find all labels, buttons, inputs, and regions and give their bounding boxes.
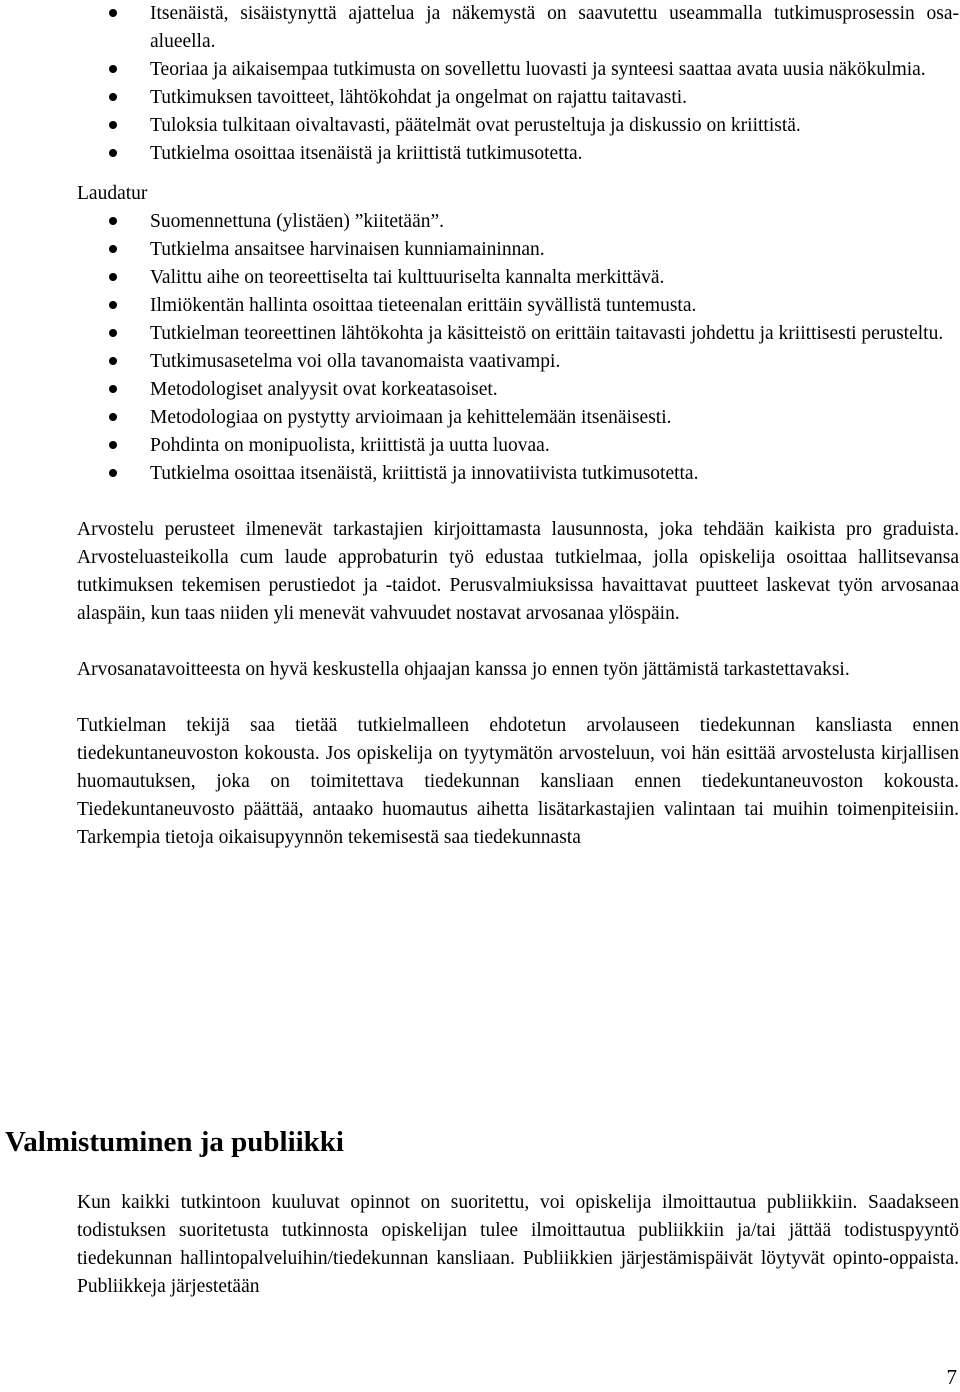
bullet-icon [109, 413, 117, 421]
list-item [77, 320, 959, 348]
list-item [77, 140, 959, 168]
list-item [77, 208, 959, 236]
bullet-icon [109, 245, 117, 253]
list-item [77, 84, 959, 112]
list-item [77, 432, 959, 460]
bullet-icon [109, 469, 117, 477]
laudatur-criteria-list [77, 208, 959, 488]
list-item [77, 376, 959, 404]
bullet-icon [109, 93, 117, 101]
bullet-icon [109, 149, 117, 157]
list-item-text: Tutkielma osoittaa itsenäistä ja kriittistä tutkimusotetta. [150, 143, 583, 164]
list-item-text: Tuloksia tulkitaan oivaltavasti, päätelmät ovat perusteltuja ja diskussio on kriittistä. [150, 115, 801, 136]
section-body [77, 1189, 959, 1301]
list-item [77, 460, 959, 488]
list-item [77, 292, 959, 320]
previous-criteria-list [77, 0, 959, 168]
list-item [77, 56, 959, 84]
bullet-icon [109, 217, 117, 225]
list-item [77, 404, 959, 432]
list-item-text: Metodologiaa on pystytty arvioimaan ja kehittelemään itsenäisesti. [150, 407, 672, 428]
graduation-paragraph: Kun kaikki tutkintoon kuuluvat opinnot on suoritettu, voi opiskelija ilmoittautua publiikkiin. Saadakseen todistuksen suoritetusta tutkinnosta opiskelijan tulee ilmoittautua publiikkiin ja/tai jättää todistuspyyntö tiedekunnan hallintopalveluihin/tiedekunnan kansliaan. Publiikkien järjestämispäivät löytyvät opinto-oppaista. Publiikkeja järjestetään [77, 1192, 959, 1297]
list-item-text: Pohdinta on monipuolista, kriittistä ja uutta luovaa. [150, 435, 550, 456]
list-item [77, 112, 959, 140]
list-item [77, 348, 959, 376]
bullet-icon [109, 9, 117, 17]
list-item [77, 236, 959, 264]
list-item-text: Tutkimusasetelma voi olla tavanomaista vaativampi. [150, 351, 561, 372]
grade-goal-paragraph: Arvosanatavoitteesta on hyvä keskustella ohjaajan kanssa jo ennen työn jättämistä tarkastettavaksi. [77, 659, 850, 680]
bullet-icon [109, 301, 117, 309]
grading-paragraph: Arvostelu perusteet ilmenevät tarkastajien kirjoittamasta lausunnosta, joka tehdään kaikista pro graduista. Arvosteluasteikolla cum laude approbaturin työ edustaa tutkielmaa, jolla opiskelija osoittaa hallitsevansa tutkimuksen tekemisen perustiedot ja -taidot. Perusvalmiuksissa havaittavat puutteet laskevat työn arvosanaa alaspäin, kun taas niiden yli menevät vahvuudet nostavat arvosanaa ylöspäin. [77, 519, 959, 624]
bullet-icon [109, 357, 117, 365]
list-item-text: Itsenäistä, sisäistynyttä ajattelua ja näkemystä on saavutettu useammalla tutkimusprosessin osa-alueella. [150, 3, 959, 52]
list-item-text: Valittu aihe on teoreettiselta tai kulttuuriselta kannalta merkittävä. [150, 267, 665, 288]
list-item-text: Tutkielma ansaitsee harvinaisen kunniamaininnan. [150, 239, 545, 260]
page-number: 7 [946, 1365, 957, 1389]
bullet-icon [109, 273, 117, 281]
bullet-icon [109, 121, 117, 129]
list-item-text: Ilmiökentän hallinta osoittaa tieteenalan erittäin syvällistä tuntemusta. [150, 295, 697, 316]
bullet-icon [109, 65, 117, 73]
list-item [77, 264, 959, 292]
bullet-icon [109, 441, 117, 449]
list-item-text: Teoriaa ja aikaisempaa tutkimusta on sovellettu luovasti ja synteesi saattaa avata uusia näkökulmia. [150, 59, 926, 80]
section-heading: Valmistuminen ja publiikki [5, 1126, 344, 1158]
list-item-text: Metodologiset analyysit ovat korkeatasoiset. [150, 379, 498, 400]
bullet-icon [109, 329, 117, 337]
list-item [77, 0, 959, 56]
appeal-paragraph: Tutkielman tekijä saa tietää tutkielmalleen ehdotetun arvolauseen tiedekunnan kansliasta ennen tiedekuntaneuvoston kokousta. Jos opiskelija on tyytymätön arvosteluun, voi hän esittää arvostelusta kirjallisen huomautuksen, joka on toimitettava tiedekunnan kansliaan ennen tiedekuntaneuvoston kokousta. Tiedekuntaneuvosto päättää, antaako huomautus aihetta lisätarkastajien valintaan tai muihin toimenpiteisiin. Tarkempia tietoja oikaisupyynnön tekemisestä saa tiedekunnasta [77, 715, 959, 848]
laudatur-heading: Laudatur [77, 183, 148, 204]
list-item-text: Tutkimuksen tavoitteet, lähtökohdat ja ongelmat on rajattu taitavasti. [150, 87, 688, 108]
list-item-text: Tutkielman teoreettinen lähtökohta ja käsitteistö on erittäin taitavasti johdettu ja kriittisesti perusteltu. [150, 323, 944, 344]
main-content [77, 0, 959, 852]
list-item-text: Suomennettuna (ylistäen) ”kiitetään”. [150, 211, 445, 232]
bullet-icon [109, 385, 117, 393]
list-item-text: Tutkielma osoittaa itsenäistä, kriittistä ja innovatiivista tutkimusotetta. [150, 463, 699, 484]
